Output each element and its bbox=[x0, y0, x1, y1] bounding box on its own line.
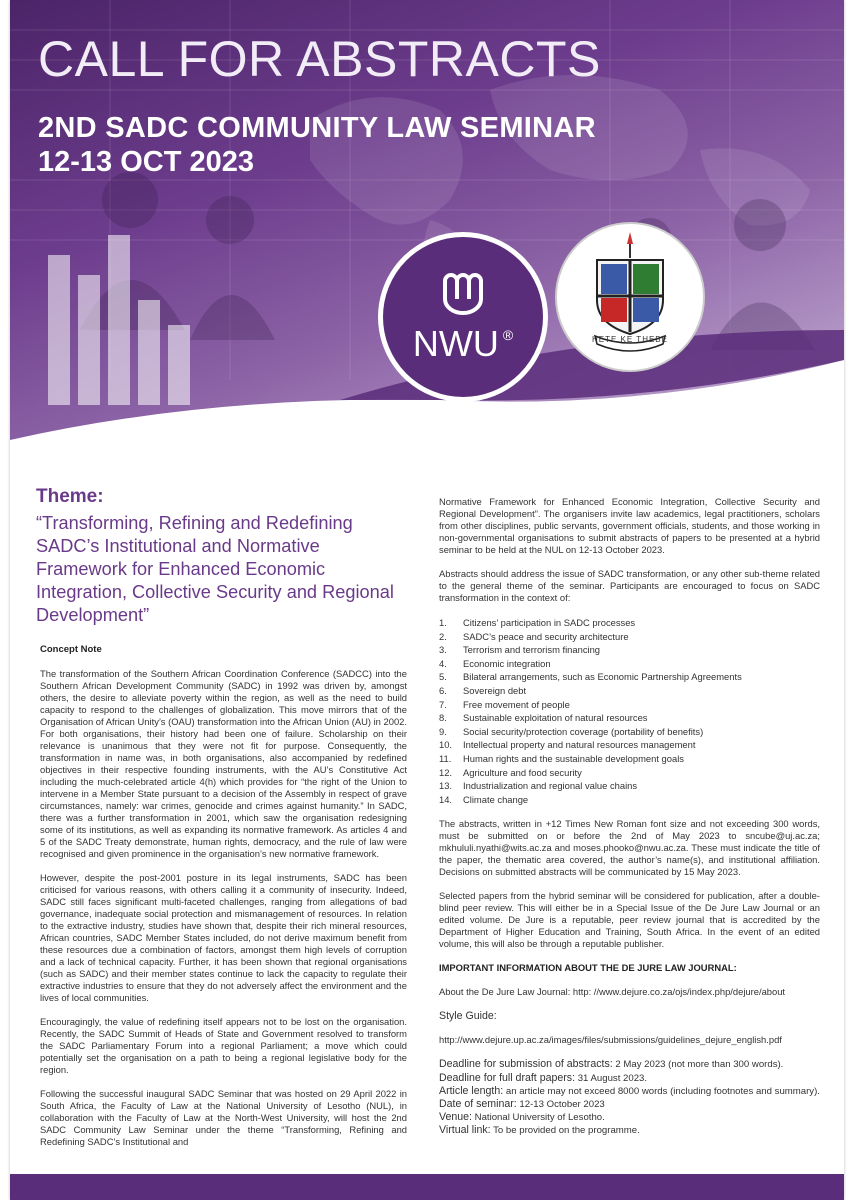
topic-item: 11. Human rights and the sustainable development goals bbox=[439, 752, 684, 764]
theme-heading: Theme: bbox=[36, 486, 104, 507]
topic-item: 7. Free movement of people bbox=[439, 698, 570, 710]
invitation-paragraph: Normative Framework for Enhanced Economic Integration, Collective Security and Regional Development”. The organisers invite law academics, legal practitioners, scholars from other disciplines, public servants, government officials, students, and those working in non-governmental organisations to submit abstracts of papers to be presented at a hybrid seminar to be held at the NUL on 12-13 October 2023. bbox=[439, 496, 820, 555]
topics-list bbox=[439, 616, 820, 806]
deadline-line: Date of seminar: 12-13 October 2023 bbox=[439, 1097, 605, 1110]
concept-note-heading: Concept Note bbox=[40, 644, 102, 655]
topic-item: 1. Citizens’ participation in SADC processes bbox=[439, 617, 636, 628]
topic-item: 13. Industrialization and regional value chains bbox=[439, 780, 638, 792]
nwu-logo-text: NWU ® bbox=[412, 323, 514, 364]
topic-item: 6. Sovereign debt bbox=[439, 684, 527, 696]
concept-paragraph: Encouragingly, the value of redefining itself appears not to be lost on the organisation. Recently, the SADC Summit of Heads of State and Government resolved to transform the SADC Parliamentary Forum into a regional Parliament; a move which could potentially set the organisation on a path to being a regional legislative body for the region. bbox=[40, 1016, 407, 1075]
nwu-emblem-icon bbox=[433, 259, 493, 319]
topic-item: 4. Economic integration bbox=[439, 657, 551, 669]
concept-note-body bbox=[40, 668, 407, 1160]
deadlines-block bbox=[439, 1058, 820, 1137]
deadline-line: Article length: an article may not exceed 8000 words (including footnotes and summary). bbox=[439, 1084, 820, 1097]
submission-paragraph: The abstracts, written in +12 Times New Roman font size and not exceeding 300 words, must be submitted on or before the 2nd of May 2023 to sncube@uj.ac.za; mkhululi.nyathi@wits.ac.za and moses.phooko@nwu.ac.za. These must indicate the title of the paper, the thematic area covered, the author’s name(s), and institutional affiliation. Decisions on submitted abstracts will be communicated by 15 May 2023. bbox=[439, 818, 820, 878]
deadline-line: Deadline for full draft papers: 31 August 2023. bbox=[439, 1071, 648, 1084]
call-for-abstracts-title: CALL FOR ABSTRACTS bbox=[38, 31, 601, 87]
deadline-line: Virtual link: To be provided on the programme. bbox=[439, 1124, 640, 1137]
right-column bbox=[439, 496, 820, 1138]
publication-paragraph: Selected papers from the hybrid seminar will be considered for publication, after a double-blind peer review. This will either be in a Special Issue of the De Jure Law Journal or an edited volume. De Jure is a reputable, peer review journal that is accredited by the Department of Higher Education and Training, South Africa. In the event of an edited volume, this will also be through a reputable publisher. bbox=[439, 890, 820, 950]
concept-paragraph: Following the successful inaugural SADC Seminar that was hosted on 29 April 2022 in South Africa, the Faculty of Law at the National University of Lesotho (NUL), in collaboration with the Faculty of Law at the North-West University, will host the 2nd SADC Community Law Seminar under the theme “Transforming, Refining and Redefining SADC’s Institutional and bbox=[40, 1088, 407, 1147]
nul-logo bbox=[555, 222, 705, 372]
header-banner bbox=[10, 0, 844, 470]
topic-item: 3. Terrorism and terrorism financing bbox=[439, 644, 601, 656]
topic-item: 12. Agriculture and food security bbox=[439, 766, 582, 778]
concept-paragraph: However, despite the post-2001 posture in its legal instruments, SADC has been criticised for various reasons, with others calling it a community of insecurity. Indeed, SADC still faces significant multi-faceted challenges, ranging from allegations of bad governance, inadequate social protection and mismanagement of resources. In relation to the extractive industry, studies have shown that, despite their rich mineral resources, African countries, SADC Member States included, do not derive maximum benefit from these resources due a combination of factors, amongst them high levels of corruption and a lack of technical capacity. Further, it has been shown that regional organisations (such as SADC) and their member states continue to lack the capacity to regulate their extractive industries to ensure that they do not adversely affect the environment and the lives of local communities. bbox=[40, 872, 407, 1003]
deadline-line: Venue: National University of Lesotho. bbox=[439, 1111, 605, 1124]
topic-item: 10. Intellectual property and natural resources management bbox=[439, 739, 696, 751]
topic-item: 5. Bilateral arrangements, such as Economic Partnership Agreements bbox=[439, 671, 742, 683]
topic-item: 8. Sustainable exploitation of natural resources bbox=[439, 712, 648, 724]
nul-motto: HETE KE THEBE bbox=[592, 335, 668, 344]
journal-info-heading: IMPORTANT INFORMATION ABOUT THE DE JURE LAW JOURNAL: bbox=[439, 962, 737, 974]
style-guide-label: Style Guide: bbox=[439, 1010, 497, 1023]
deadline-line: Deadline for submission of abstracts: 2 May 2023 (not more than 300 words). bbox=[439, 1058, 784, 1071]
topic-item: 9. Social security/protection coverage (portability of benefits) bbox=[439, 725, 704, 737]
concept-paragraph: The transformation of the Southern African Coordination Conference (SADCC) into the Southern African Development Community (SADC) in 1992 was driven by, amongst others, the desire to alleviate poverty within the region, as well as the need to build capacity to respond to the challenges of globalization. This move mirrors that of the Organisation of African Unity’s (OAU) transformation into the African Union (AU) in 2002. For both organisations, their history had been one of failure. Scholarship on their relevance is unanimous that they were not fit for purpose. Consequently, the transformation in name was, in both organisations, also accompanied by redefined objectives in their respective founding instruments, with the AU’s Constitutive Act including the much-celebrated article 4(h) which provides for “the right of the Union to intervene in a Member State pursuant to a decision of the Assembly in respect of grave circumstances, namely: war crimes, genocide and crimes against humanity.” In SADC, there was a further transformation in 2001, which saw the organisation redesigning some of its institutions, as well as expanding its normative framework. As articles 4 and 5 of the SADC Treaty demonstrate, human rights, democracy, and the rule of law were recognised and given prominence in the organisation’s new normative framework. bbox=[40, 668, 407, 859]
seminar-dates: 12-13 OCT 2023 bbox=[38, 146, 255, 178]
style-guide-url[interactable]: http://www.dejure.up.ac.za/images/files/submissions/guidelines_dejure_english.pdf bbox=[439, 1034, 782, 1046]
topic-item: 2. SADC’s peace and security architecture bbox=[439, 630, 629, 642]
topic-item: 14. Climate change bbox=[439, 793, 529, 805]
footer-bar bbox=[10, 1174, 844, 1200]
theme-statement: “Transforming, Refining and Redefining SADC’s Institutional and Normative Framework for Enhanced Economic Integration, Collective Security and Regional Development” bbox=[36, 513, 394, 625]
flyer-page bbox=[10, 0, 844, 1200]
seminar-title: 2ND SADC COMMUNITY LAW SEMINAR bbox=[38, 112, 596, 144]
journal-about-line: About the De Jure Law Journal: http: //www.dejure.co.za/ojs/index.php/dejure/about bbox=[439, 986, 786, 998]
nwu-logo bbox=[378, 232, 548, 402]
nul-crest-icon bbox=[557, 224, 703, 370]
abstracts-intro: Abstracts should address the issue of SADC transformation, or any other sub-theme related to the general theme of the seminar. Participants are encouraged to focus on SADC transformation in the context of: bbox=[439, 568, 820, 603]
